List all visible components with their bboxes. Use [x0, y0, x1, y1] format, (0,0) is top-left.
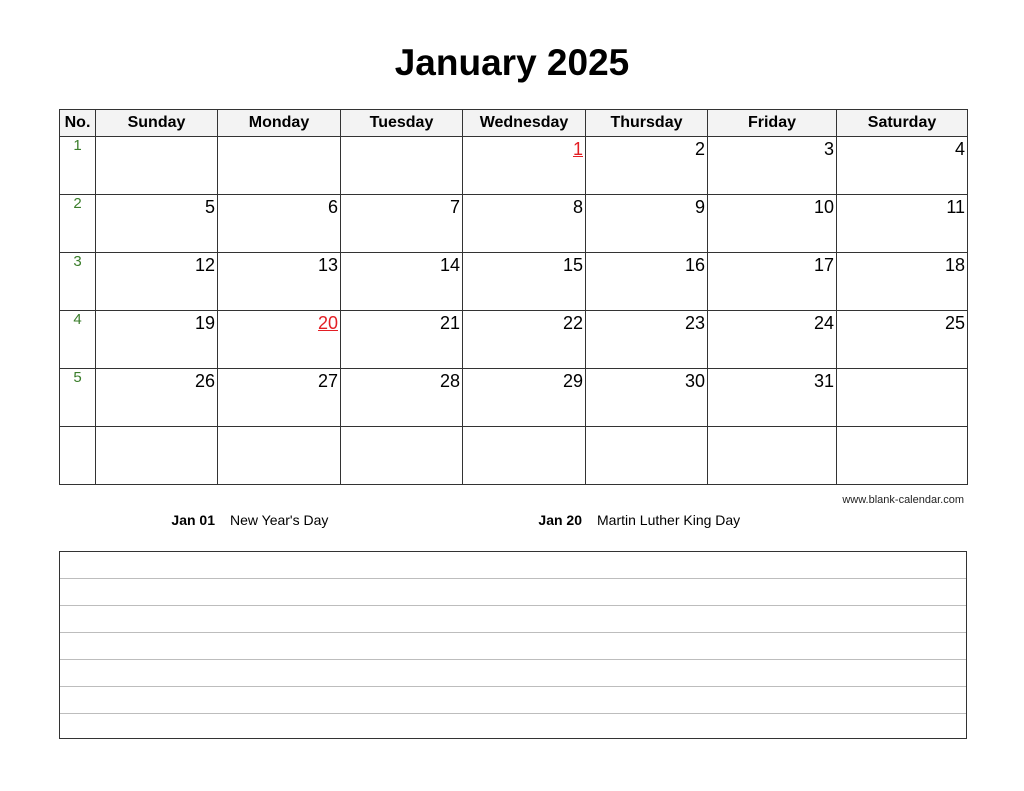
week-row: [60, 137, 968, 195]
day-cell: [586, 137, 708, 195]
holiday-date: Jan 01: [171, 512, 215, 528]
day-number: 19: [194, 313, 215, 333]
day-cell: [463, 427, 586, 485]
day-cell: [586, 311, 708, 369]
day-cell: [341, 253, 463, 311]
day-cell: [341, 369, 463, 427]
note-line: [60, 579, 966, 606]
day-cell: [463, 369, 586, 427]
header-sunday: Sunday: [96, 110, 218, 137]
header-thursday: Thursday: [586, 110, 708, 137]
day-number: 8: [572, 197, 583, 217]
day-number: 5: [204, 197, 215, 217]
day-number: 7: [449, 197, 460, 217]
day-cell: [341, 427, 463, 485]
week-row: [60, 369, 968, 427]
day-cell: [463, 137, 586, 195]
day-cell: [218, 311, 341, 369]
note-line: [60, 660, 966, 687]
week-number: [60, 427, 96, 485]
day-number: 10: [813, 197, 834, 217]
note-line: [60, 633, 966, 660]
week-number: 4: [60, 311, 96, 369]
day-cell: [218, 427, 341, 485]
note-line: [60, 714, 966, 740]
holiday-name: Martin Luther King Day: [597, 512, 741, 528]
day-cell: [463, 195, 586, 253]
day-cell: [218, 253, 341, 311]
day-number: 11: [946, 197, 965, 217]
day-number: 2: [694, 139, 705, 159]
day-number: 18: [944, 255, 965, 275]
day-cell: [218, 369, 341, 427]
day-number: 14: [439, 255, 460, 275]
calendar-grid: [59, 109, 968, 485]
header-friday: Friday: [708, 110, 837, 137]
day-number: 23: [684, 313, 705, 333]
header-week-number: No.: [60, 110, 96, 137]
day-number: 12: [194, 255, 215, 275]
day-cell: [96, 427, 218, 485]
day-number: 6: [327, 197, 338, 217]
day-cell: [708, 253, 837, 311]
header-wednesday: Wednesday: [463, 110, 586, 137]
day-cell: [96, 253, 218, 311]
day-cell: [218, 195, 341, 253]
day-number: 15: [562, 255, 583, 275]
day-cell: [463, 253, 586, 311]
day-cell: [586, 195, 708, 253]
day-cell: [341, 195, 463, 253]
day-number: 29: [562, 371, 583, 391]
header-tuesday: Tuesday: [341, 110, 463, 137]
day-number: 17: [813, 255, 834, 275]
day-number: 21: [439, 313, 460, 333]
day-cell: [218, 137, 341, 195]
day-cell: [837, 253, 968, 311]
week-row: [60, 311, 968, 369]
day-number: 25: [944, 313, 965, 333]
day-cell: [341, 137, 463, 195]
day-cell: [708, 137, 837, 195]
week-row: [60, 195, 968, 253]
holiday-date: Jan 20: [538, 512, 582, 528]
day-number: 27: [317, 371, 338, 391]
note-line: [60, 552, 966, 579]
day-number: 16: [684, 255, 705, 275]
header-monday: Monday: [218, 110, 341, 137]
note-line: [60, 687, 966, 714]
notes-area: [59, 551, 967, 739]
day-cell: [96, 369, 218, 427]
holiday-name: New Year's Day: [230, 512, 329, 528]
day-cell: [341, 311, 463, 369]
day-cell: [837, 427, 968, 485]
day-cell: [96, 311, 218, 369]
week-number: 5: [60, 369, 96, 427]
header-saturday: Saturday: [837, 110, 968, 137]
week-number: 3: [60, 253, 96, 311]
day-number: 20: [317, 313, 338, 333]
day-cell: [708, 311, 837, 369]
week-row: [60, 253, 968, 311]
day-cell: [708, 427, 837, 485]
day-cell: [586, 427, 708, 485]
day-number: 31: [813, 371, 834, 391]
day-number: 26: [194, 371, 215, 391]
day-number: 24: [813, 313, 834, 333]
day-number: 13: [317, 255, 338, 275]
day-number: 3: [823, 139, 834, 159]
day-cell: [837, 369, 968, 427]
day-cell: [463, 311, 586, 369]
day-cell: [837, 195, 968, 253]
weekday-header-row: [60, 110, 968, 137]
day-number: 22: [562, 313, 583, 333]
day-number: 4: [954, 139, 965, 159]
day-cell: [708, 369, 837, 427]
day-number: 9: [694, 197, 705, 217]
calendar-title: January 2025: [394, 42, 630, 83]
day-cell: [586, 253, 708, 311]
source-url: www.blank-calendar.com: [842, 494, 964, 506]
note-line: [60, 606, 966, 633]
day-cell: [837, 311, 968, 369]
day-number: 1: [572, 139, 583, 159]
day-number: 30: [684, 371, 705, 391]
day-cell: [96, 195, 218, 253]
week-row: [60, 427, 968, 485]
day-cell: [837, 137, 968, 195]
day-cell: [708, 195, 837, 253]
day-cell: [586, 369, 708, 427]
day-number: 28: [439, 371, 460, 391]
day-cell: [96, 137, 218, 195]
week-number: 2: [60, 195, 96, 253]
week-number: 1: [60, 137, 96, 195]
